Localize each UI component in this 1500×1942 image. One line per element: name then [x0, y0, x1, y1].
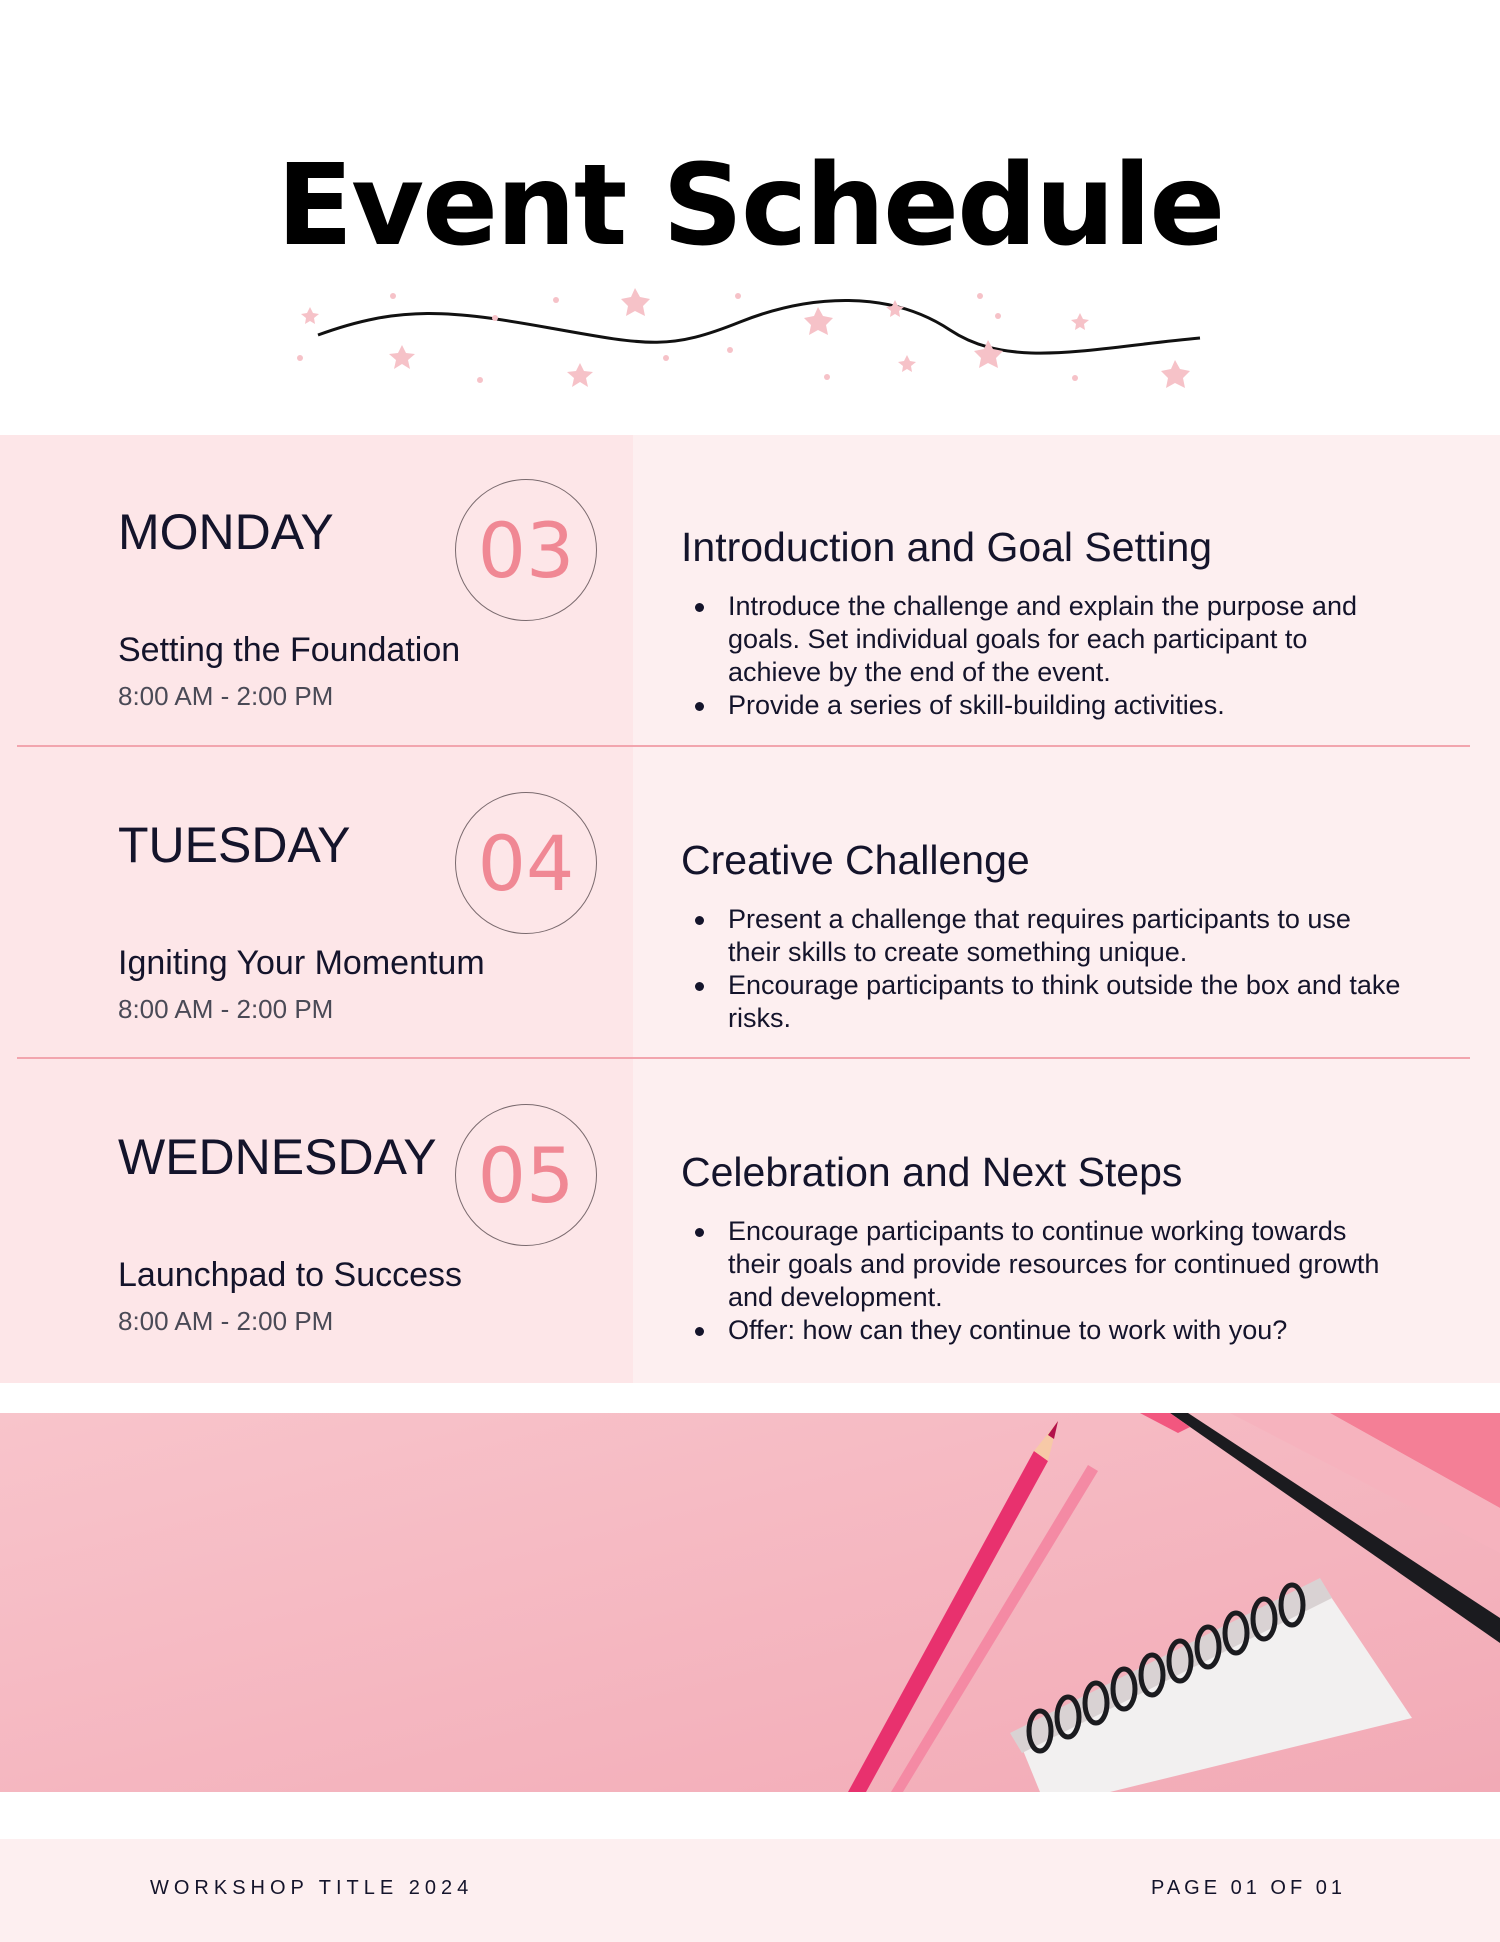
day-name: WEDNESDAY	[118, 1129, 437, 1185]
row-divider	[17, 1057, 1470, 1059]
schedule-panel	[0, 435, 1500, 1383]
session-title: Celebration and Next Steps	[681, 1149, 1183, 1195]
day-subtitle: Igniting Your Momentum	[118, 944, 485, 982]
date-circle: 05	[455, 1104, 597, 1246]
day-subtitle: Setting the Foundation	[118, 631, 461, 669]
session-title: Introduction and Goal Setting	[681, 524, 1213, 570]
decorative-squiggle-stars	[290, 280, 1210, 400]
day-name: TUESDAY	[118, 817, 351, 873]
bullet-item: Provide a series of skill-building activities.	[681, 689, 1401, 722]
day-time: 8:00 AM - 2:00 PM	[118, 994, 334, 1024]
stationery-photo	[0, 1413, 1500, 1792]
schedule-row-wednesday	[0, 1060, 1500, 1373]
session-title: Creative Challenge	[681, 837, 1030, 883]
session-bullets	[681, 1215, 1401, 1347]
bullet-item: Encourage participants to continue working towards their goals and provide resources for continued growth and development.	[681, 1215, 1401, 1314]
footer-page-number: PAGE 01 OF 01	[1150, 1877, 1346, 1899]
day-time: 8:00 AM - 2:00 PM	[118, 1306, 334, 1336]
row-divider	[17, 745, 1470, 747]
schedule-row-monday	[0, 435, 1500, 748]
day-time: 8:00 AM - 2:00 PM	[118, 681, 334, 711]
day-name: MONDAY	[118, 504, 334, 560]
day-subtitle: Launchpad to Success	[118, 1256, 463, 1294]
bullet-item: Offer: how can they continue to work with you?	[681, 1314, 1401, 1347]
session-bullets	[681, 590, 1401, 722]
bullet-item: Introduce the challenge and explain the purpose and goals. Set individual goals for each participant to achieve by the end of the event.	[681, 590, 1401, 689]
page-title: Event Schedule	[276, 141, 1224, 271]
session-bullets	[681, 903, 1401, 1035]
page-footer	[0, 1839, 1500, 1942]
bullet-item: Present a challenge that requires participants to use their skills to create something unique.	[681, 903, 1401, 969]
date-circle: 03	[455, 479, 597, 621]
footer-workshop-title: WORKSHOP TITLE 2024	[150, 1877, 474, 1899]
date-circle: 04	[455, 792, 597, 934]
schedule-row-tuesday	[0, 748, 1500, 1061]
bullet-item: Encourage participants to think outside the box and take risks.	[681, 969, 1401, 1035]
